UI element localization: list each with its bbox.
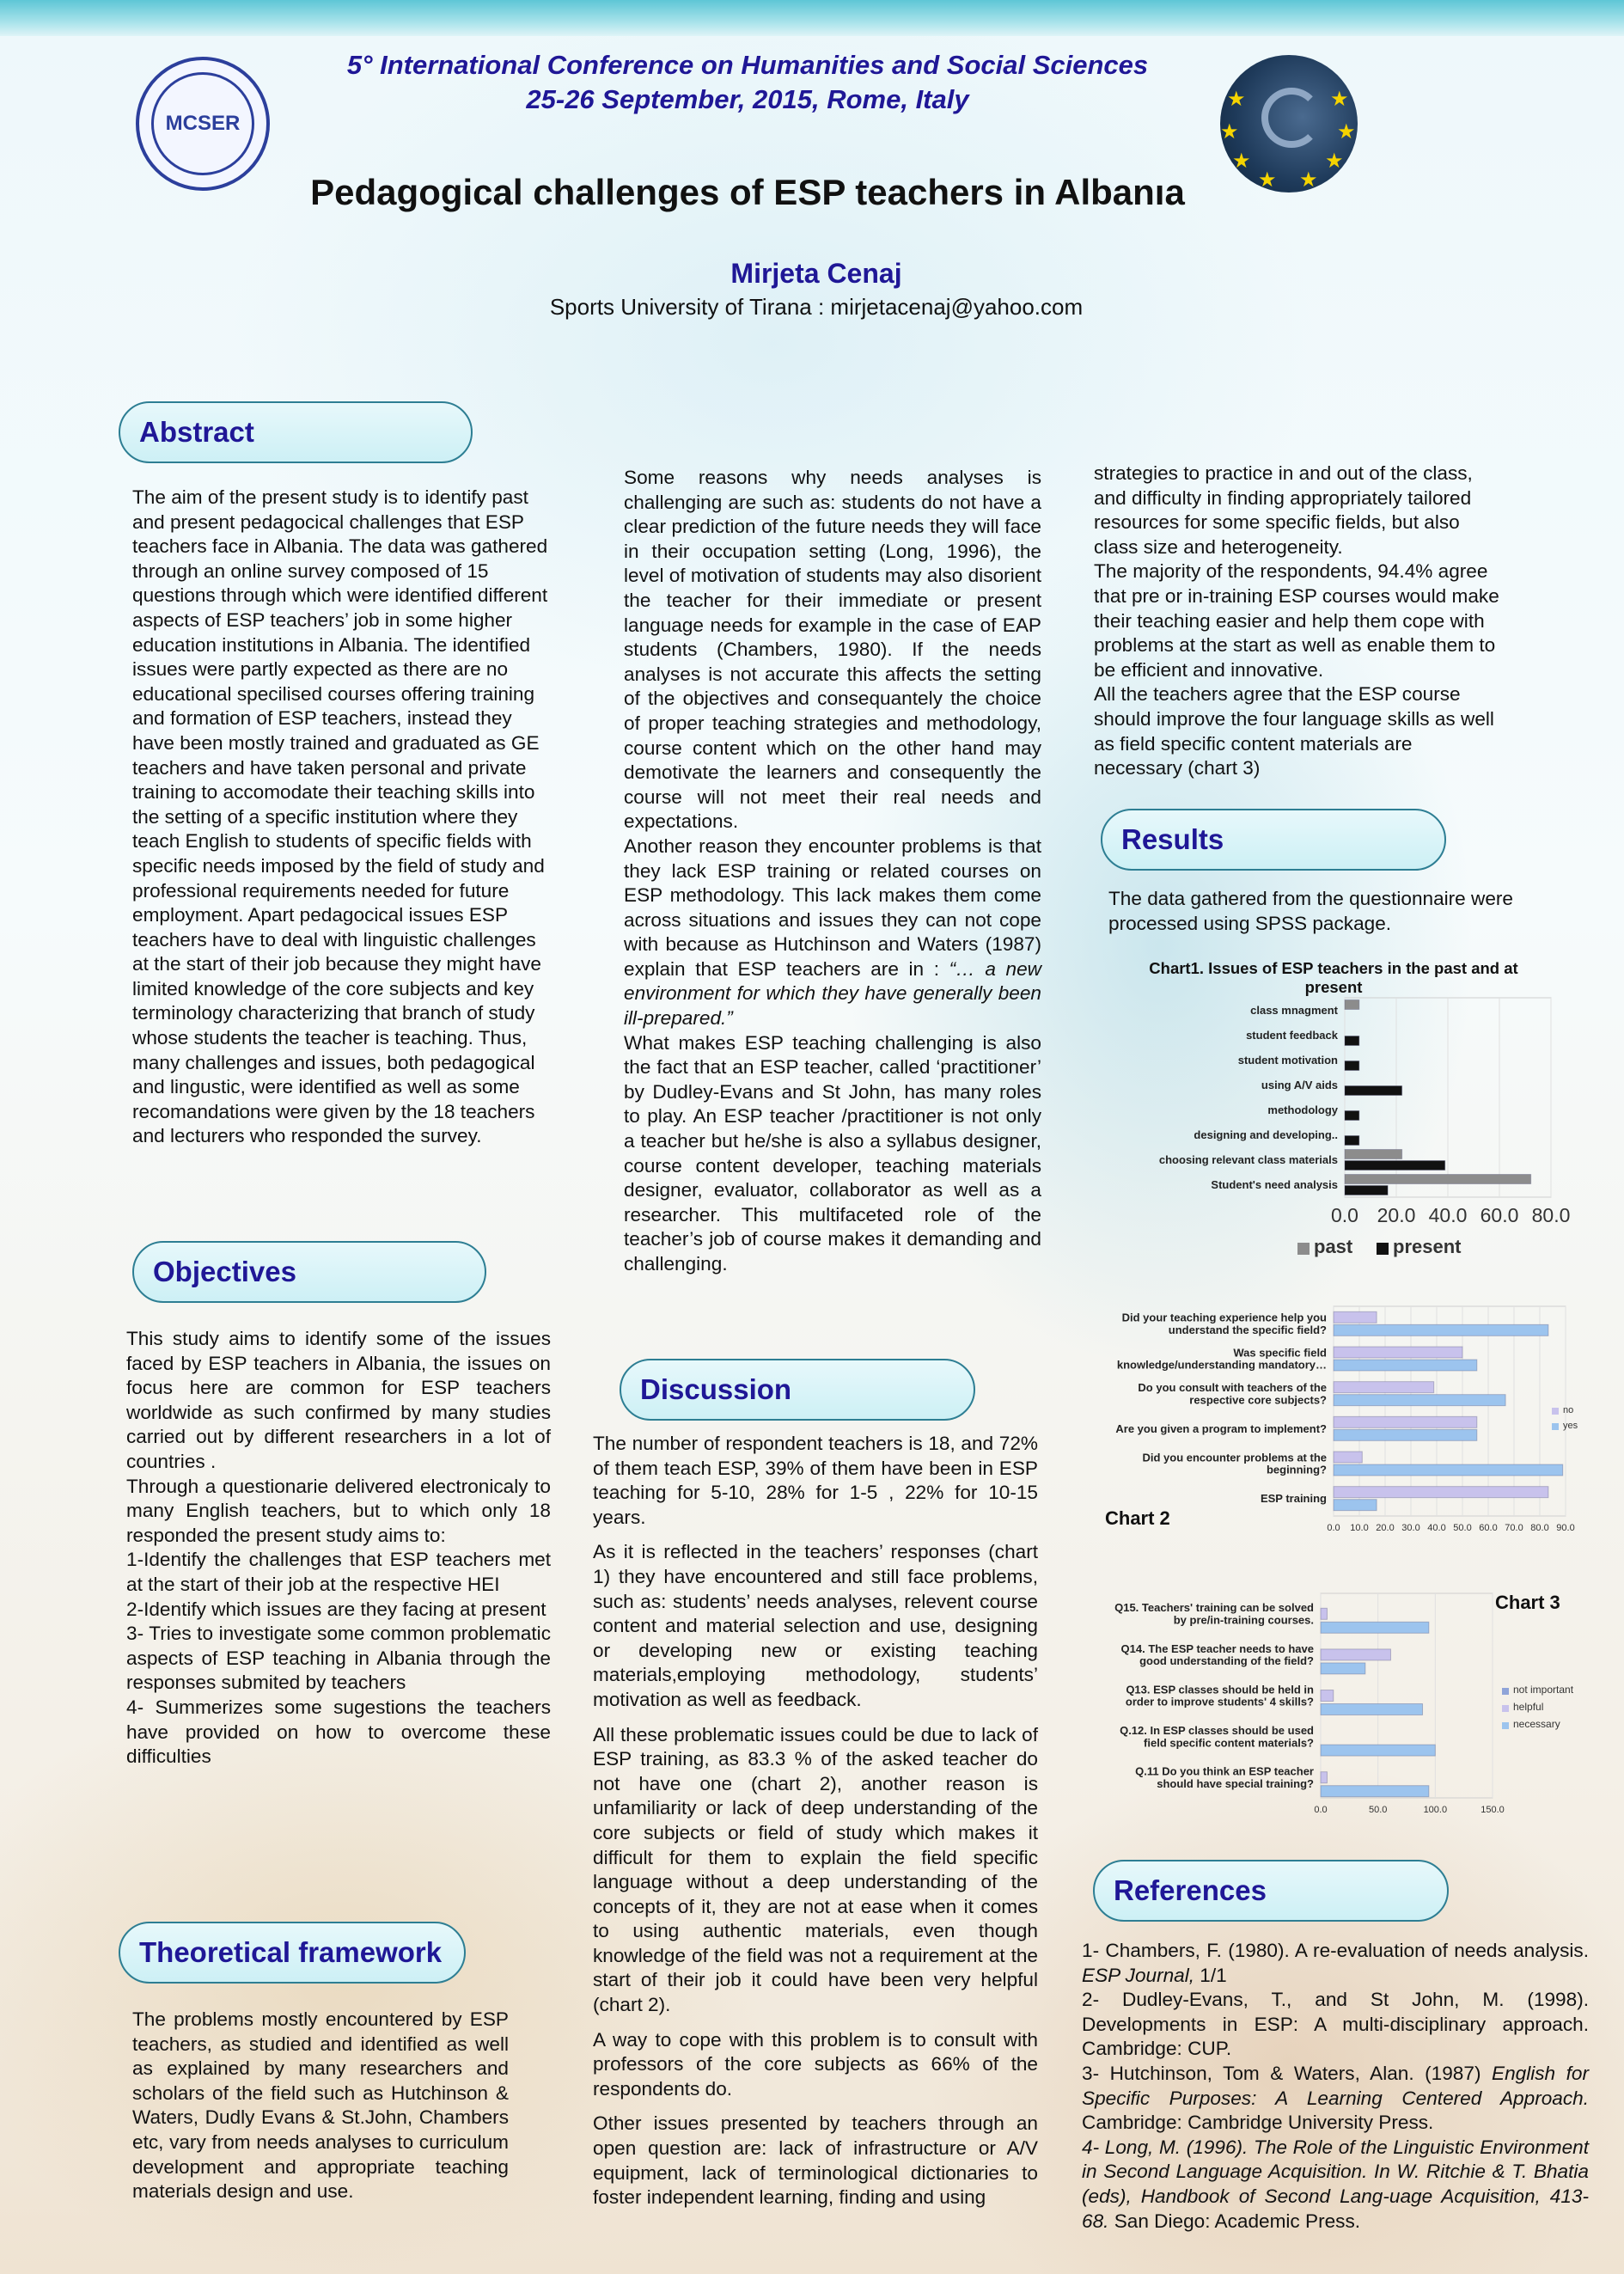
bar-yes [1334, 1324, 1548, 1336]
chart3 [1074, 1578, 1624, 1827]
conference-banner [284, 48, 1212, 117]
results-intro-line: as field specific content materials are [1094, 732, 1413, 755]
x-tick-label: 0.0 [1331, 1204, 1358, 1226]
abstract-line: and lingustic, were identified as well as some [132, 1076, 520, 1098]
abstract-line: limited knowledge of the core subjects and key [132, 977, 534, 999]
bar-no [1334, 1347, 1462, 1358]
bar-present [1345, 1036, 1359, 1046]
category-label: good understanding of the field? [1139, 1654, 1314, 1668]
category-label: Was specific field [1233, 1346, 1327, 1360]
x-tick-label: 10.0 [1350, 1523, 1369, 1533]
star-icon: ★ [1232, 150, 1251, 173]
discussion-para: As it is reflected in the teachers’ responses (chart 1) they have encountered and still face problems, such as: students’ needs analyses, relevent course content and material selection and use, designing or developing new or existing teaching materials,employing methodology, students’ motivation as well as feedback. [593, 1541, 1038, 1710]
category-label: Are you given a program to implement? [1115, 1421, 1327, 1435]
abstract-line: and lecturers who responded the survey. [132, 1125, 482, 1147]
legend-swatch [1377, 1243, 1389, 1255]
objectives-heading: Objectives [132, 1241, 486, 1303]
reference-item [1082, 1939, 1589, 1988]
chart1-title: Chart1. Issues of ESP teachers in the past and at present [1149, 959, 1518, 996]
results-intro-line: The majority of the respondents, 94.4% agree [1094, 560, 1488, 583]
objectives-body [126, 1327, 551, 1770]
bar-necessary [1321, 1786, 1429, 1797]
top-banner [0, 0, 1624, 36]
bar-yes [1334, 1395, 1505, 1406]
category-label: beginning? [1266, 1463, 1327, 1476]
objectives-para: 4- Summerizes some sugestions the teachers have provided on how to overcome these difficulties [126, 1696, 551, 1768]
legend-swatch [1502, 1722, 1509, 1729]
results-line: processed using SPSS package. [1108, 912, 1392, 934]
results-intro-line: class size and heterogeneity. [1094, 535, 1343, 558]
bar-necessary [1321, 1704, 1423, 1715]
bar-helpful [1321, 1608, 1327, 1619]
abstract-line: teach English to students of specific fields with [132, 830, 532, 853]
category-label: Do you consult with teachers of the [1138, 1381, 1327, 1395]
abstract-line: teachers have to deal with linguistic challenges [132, 928, 536, 951]
x-tick-label: 0.0 [1314, 1805, 1328, 1815]
abstract-line: educational specilised courses offering training [132, 682, 535, 705]
category-label: student motivation [1237, 1054, 1338, 1067]
category-label: methodology [1267, 1103, 1338, 1117]
star-icon: ★ [1330, 88, 1349, 111]
needs-analysis-para: Some reasons why needs analyses is challenging are such as: students do not have a clear prediction of the future needs they will face in their occupation setting (Long, 1996), the level of motivation of students may also disorient the teacher for their immediate or present language needs for example in the case of EAP students (Chambers, 1980). If the needs analyses is not accurate this affects the setting of the objectives and consequantely the choice of proper teaching strategies and methodology, course content which on the other hand may demotivate the learners and consequently the course will not meet their real needs and expectations. [624, 467, 1042, 833]
abstract-line: professional requirements needed for future [132, 879, 510, 902]
plot-area [1334, 1306, 1566, 1516]
category-label: should have special training? [1157, 1776, 1314, 1790]
category-label: student feedback [1246, 1029, 1338, 1042]
category-label: Student's need analysis [1211, 1178, 1338, 1192]
star-icon: ★ [1299, 168, 1318, 192]
abstract-line: whose students the teacher is teaching. Thus, [132, 1027, 528, 1049]
category-label: knowledge/understanding mandatory… [1116, 1358, 1327, 1372]
results-body [1108, 887, 1572, 936]
star-icon: ★ [1337, 120, 1356, 144]
category-label: Q15. Teachers' training can be solved [1114, 1601, 1314, 1615]
abstract-line: training to accomodate their teaching skills into [132, 781, 535, 804]
legend-label: necessary [1513, 1718, 1560, 1730]
category-label: choosing relevant class materials [1158, 1153, 1338, 1167]
hutchinson-quote: “… a new environment for which they have generally been ill-prepared.” [624, 957, 1041, 1030]
reference-item [1082, 1988, 1589, 2062]
results-heading: Results [1101, 809, 1446, 871]
bar-present [1345, 1061, 1359, 1071]
x-tick-label: 50.0 [1368, 1805, 1388, 1815]
category-label: understand the specific field? [1168, 1323, 1327, 1337]
abstract-line: The aim of the present study is to identify past [132, 486, 528, 508]
bar-necessary [1321, 1663, 1365, 1674]
abstract-body [132, 486, 579, 1149]
legend-label: past [1314, 1236, 1353, 1257]
bar-no [1334, 1382, 1434, 1393]
abstract-line: recomandations were given by the 18 teachers [132, 1100, 535, 1122]
category-label: respective core subjects? [1189, 1393, 1327, 1407]
references-heading: References [1093, 1860, 1449, 1922]
bar-yes [1334, 1464, 1563, 1476]
legend-swatch [1502, 1688, 1509, 1695]
results-line: The data gathered from the questionnaire were [1108, 888, 1513, 909]
abstract-line: aspects of ESP teachers’ job in some higher [132, 608, 513, 631]
bar-present [1345, 1086, 1402, 1096]
x-tick-label: 60.0 [1479, 1523, 1498, 1533]
x-tick-label: 80.0 [1531, 1204, 1571, 1226]
results-intro-line: resources for some specific fields, but also [1094, 511, 1460, 534]
reference-text: 2- Dudley-Evans, T., and St John, M. (1998). Developments in ESP: A multi-disciplinary approach. Cambridge: CUP. [1082, 1989, 1589, 2060]
legend-swatch [1502, 1705, 1509, 1712]
abstract-line: specific needs imposed by the field of study and [132, 854, 545, 877]
x-tick-label: 20.0 [1377, 1204, 1416, 1226]
reference-tail: San Diego: Academic Press. [1108, 2210, 1361, 2232]
category-label: Did your teaching experience help you [1121, 1311, 1327, 1324]
bar-helpful [1321, 1772, 1327, 1783]
bar-yes [1334, 1429, 1477, 1440]
results-intro-line: strategies to practice in and out of the class, [1094, 462, 1473, 484]
bar-present [1345, 1186, 1388, 1195]
middle-body [624, 466, 1041, 1277]
reference-text: 3- Hutchinson, Tom & Waters, Alan. (1987) [1082, 2062, 1492, 2084]
abstract-line: questions through which were identified different [132, 584, 548, 607]
x-tick-label: 90.0 [1556, 1523, 1575, 1533]
bar-necessary [1321, 1745, 1435, 1756]
author-affiliation: Sports University of Tirana : mirjetacenaj@yahoo.com [549, 294, 1084, 320]
right-body [1094, 462, 1558, 781]
reference-text: 1- Chambers, F. (1980). A re-evaluation of needs analysis. [1082, 1940, 1589, 1961]
objectives-para: 2-Identify which issues are they facing at present [126, 1598, 546, 1620]
conference-date: 25-26 September, 2015, Rome, Italy [526, 84, 969, 114]
abstract-line: teachers face in Albania. The data was gathered [132, 535, 548, 558]
category-label: Q.12. In ESP classes should be used [1120, 1724, 1314, 1737]
bar-present [1345, 1111, 1359, 1121]
x-tick-label: 80.0 [1530, 1523, 1549, 1533]
bar-past [1345, 1150, 1402, 1159]
bar-present [1345, 1136, 1359, 1146]
discussion-body [593, 1432, 1038, 2210]
abstract-line: issues were partly expected as there are no [132, 658, 509, 681]
reference-italic: English for Specific Purposes: A Learning Centered Approach. [1082, 2062, 1589, 2109]
x-tick-label: 60.0 [1480, 1204, 1519, 1226]
abstract-line: employment. Apart pedagocical issues ESP [132, 904, 509, 926]
reference-tail: Cambridge: Cambridge University Press. [1082, 2112, 1434, 2134]
author-name: Mirjeta Cenaj [730, 258, 902, 289]
abstract-line: education institutions in Albania. The identified [132, 633, 531, 656]
abstract-line: terminology characterizing that branch of study [132, 1002, 535, 1024]
category-label: Q14. The ESP teacher needs to have [1120, 1641, 1314, 1655]
x-tick-label: 50.0 [1453, 1523, 1472, 1533]
mcser-logo [136, 57, 270, 191]
roles-para: What makes ESP teaching challenging is also the fact that an ESP teacher, called ‘practitioner’ by Dudley-Evans and St John, has many roles to play. An ESP teacher /practitioner is not only a teacher but he/she is also a syllabus designer, course content developer, teaching materials designer, evaluator, collaborator as well as a researcher. This multifaceted role of the teacher’s job of course makes it demanding and challenging. [624, 1031, 1041, 1275]
category-label: field specific content materials? [1144, 1736, 1314, 1750]
reference-item [1082, 2062, 1589, 2136]
reference-item [1082, 2136, 1589, 2234]
x-tick-label: 20.0 [1376, 1523, 1395, 1533]
x-tick-label: 0.0 [1327, 1523, 1340, 1533]
bar-past [1345, 1000, 1359, 1010]
reference-italic: 4- Long, M. (1996). The Role of the Linguistic Environment in Second Language Acquisition. In W. Ritchie & T. Bhatia (eds), Handbook of Second Lang-uage Acquisition, 413-68. [1082, 2136, 1589, 2232]
results-intro-line: that pre or in-training ESP courses would make [1094, 584, 1499, 607]
conference-name: 5° International Conference on Humanities and Social Sciences [346, 50, 1149, 80]
reference-tail: 1/1 [1194, 1964, 1227, 1986]
legend-label: helpful [1513, 1701, 1544, 1713]
results-intro-line: problems at the start as well as enable them to [1094, 634, 1496, 657]
legend-swatch [1552, 1423, 1559, 1430]
training-para: Another reason they encounter problems is that they lack ESP training or related courses on ESP methodology. This lack makes them come across situations and issues they can not cope with because as Hutchinson and Waters (1987) explain that ESP teachers are in : [624, 834, 1041, 980]
discussion-para: A way to cope with this problem is to consult with professors of the core subjects as 66% of the respondents do. [593, 2028, 1038, 2100]
star-icon: ★ [1258, 168, 1277, 192]
star-icon: ★ [1220, 120, 1239, 144]
chart2-title: Chart 2 [1105, 1507, 1170, 1529]
x-tick-label: 40.0 [1427, 1523, 1446, 1533]
legend-label: no [1563, 1405, 1574, 1415]
theoretical-body: The problems mostly encountered by ESP teachers, as studied and identified as well as explained by many researchers and scholars of the field such as Hutchinson & Waters, Dudly Evans & St.John, Chambers etc, vary from needs analyses to curriculum development and appropriate teaching materials design and use. [132, 2008, 509, 2203]
bar-no [1334, 1416, 1477, 1427]
abstract-line: have been mostly trained and graduated as GE [132, 731, 540, 754]
bar-necessary [1321, 1622, 1429, 1633]
chart3-title: Chart 3 [1495, 1592, 1560, 1613]
results-intro-line: All the teachers agree that the ESP course [1094, 683, 1461, 706]
category-label: designing and developing.. [1194, 1128, 1338, 1142]
results-intro-line: and difficulty in finding appropriately tailored [1094, 486, 1472, 509]
bar-helpful [1321, 1690, 1334, 1702]
star-icon: ★ [1325, 150, 1344, 173]
objectives-para: 1-Identify the challenges that ESP teachers met at the start of their job at the respective HEI [126, 1549, 551, 1595]
category-label: Q13. ESP classes should be held in [1126, 1683, 1314, 1696]
bar-yes [1334, 1500, 1377, 1511]
legend-swatch [1297, 1243, 1310, 1255]
logo-text: MCSER [165, 112, 241, 135]
discussion-para: Other issues presented by teachers through an open question are: lack of infrastructure or A/V equipment, lack of terminological dictionaries to foster independent learning, finding and using [593, 2112, 1038, 2209]
category-label: using A/V aids [1261, 1079, 1338, 1092]
abstract-line: at the start of their job because they might have [132, 953, 542, 975]
results-intro-line: necessary (chart 3) [1094, 757, 1261, 779]
results-intro-line: their teaching easier and help them cope with [1094, 609, 1485, 632]
objectives-para: 3- Tries to investigate some common problematic aspects of ESP teaching in Albania through the responses submited by teachers [126, 1623, 551, 1694]
category-label: Q.11 Do you think an ESP teacher [1135, 1764, 1314, 1778]
logo-arc [1261, 88, 1322, 148]
legend-label: yes [1563, 1421, 1578, 1431]
bar-yes [1334, 1360, 1477, 1371]
objectives-para: This study aims to identify some of the issues faced by ESP teachers in Albania, the issues on focus here are common for ESP teachers worldwide as such confirmed by many studies carried out by different researchers in a lot of countries . [126, 1328, 551, 1472]
x-tick-label: 40.0 [1428, 1204, 1468, 1226]
reference-italic: ESP Journal, [1082, 1964, 1195, 1986]
discussion-heading: Discussion [620, 1359, 975, 1421]
x-tick-label: 150.0 [1481, 1805, 1505, 1815]
chart1 [1083, 993, 1581, 1268]
x-tick-label: 100.0 [1423, 1805, 1448, 1815]
legend-swatch [1552, 1408, 1559, 1415]
bar-no [1334, 1311, 1377, 1323]
abstract-line: and formation of ESP teachers, instead they [132, 707, 512, 730]
x-tick-label: 30.0 [1401, 1523, 1420, 1533]
bar-no [1334, 1452, 1362, 1463]
legend-label: not important [1513, 1684, 1574, 1696]
category-label: order to improve students' 4 skills? [1125, 1695, 1314, 1709]
category-label: class mnagment [1250, 1004, 1338, 1018]
abstract-line: through an online survey composed of 15 [132, 559, 489, 582]
category-label: ESP training [1260, 1492, 1327, 1506]
theoretical-heading: Theoretical framework [119, 1922, 466, 1984]
poster-title: Pedagogical challenges of ESP teachers in Albanıa [310, 172, 1185, 212]
legend-label: present [1393, 1236, 1462, 1257]
star-icon: ★ [1227, 88, 1246, 111]
references-list [1082, 1939, 1589, 2234]
objectives-para: Through a questionarie delivered electronicaly to many English teachers, but to which only 18 responded the present study aims to: [126, 1475, 551, 1546]
discussion-para: All these problematic issues could be due to lack of ESP training, as 83.3 % of the asked teacher do not have one (chart 2), another reason is unfamiliarity or lack of deep understanding of the core subjects or field of study which makes it difficult for them to explain the field specific language without a deep understanding of the concepts of it, they are not at ease when it comes to using authentic materials, even though knowledge of the field was not a requirement at the start of their job it could have been very helpful (chart 2). [593, 1723, 1038, 2016]
category-label: by pre/in-training courses. [1173, 1613, 1314, 1627]
abstract-line: many challenges and issues, both pedagogical [132, 1051, 535, 1073]
abstract-line: teachers and have taken personal and private [132, 756, 527, 779]
bar-helpful [1321, 1649, 1390, 1660]
bar-past [1345, 1175, 1531, 1184]
abstract-line: and present pedagocical challenges that ESP [132, 510, 524, 533]
bar-present [1345, 1161, 1445, 1171]
abstract-line: the setting of a specific institution where they [132, 805, 518, 828]
results-intro-line: should improve the four language skills as well [1094, 707, 1494, 730]
discussion-para: The number of respondent teachers is 18, and 72% of them teach ESP, 39% of them have been in ESP teaching for 5-10, 28% for 1-5 , 22% for 10-15 years. [593, 1433, 1038, 1528]
category-label: Did you encounter problems at the [1142, 1451, 1327, 1464]
results-intro-line: be efficient and innovative. [1094, 658, 1324, 681]
x-tick-label: 70.0 [1505, 1523, 1523, 1533]
bar-no [1334, 1487, 1548, 1498]
abstract-heading: Abstract [119, 401, 473, 463]
